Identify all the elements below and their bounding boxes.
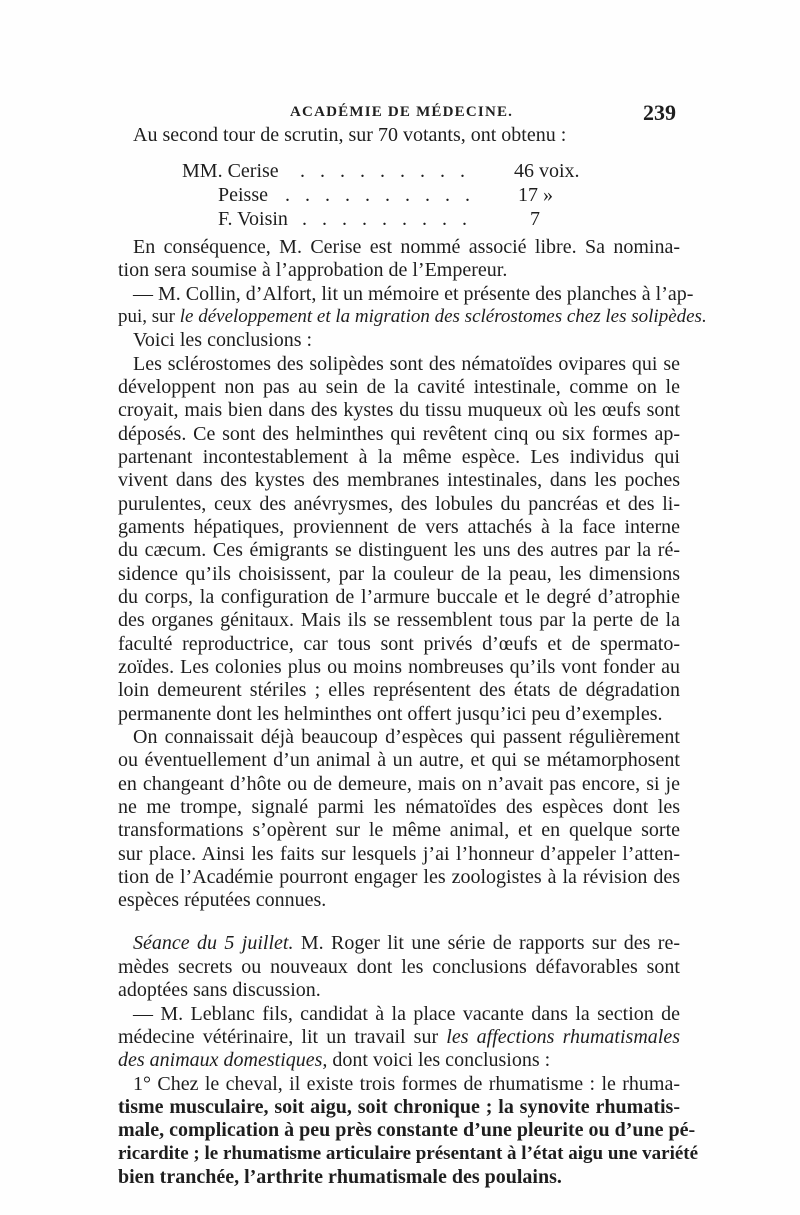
text-line: En conséquence, M. Cerise est nommé associé libre. Sa nomina- (133, 236, 680, 258)
session-date: Séance du 5 juillet. (133, 932, 294, 954)
text-line: sur place. Ainsi les faits sur lesquels j’ai l’honneur d’appeler l’atten- (118, 843, 680, 865)
text-run: pui, sur (118, 306, 180, 327)
vote-name: F. Voisin (218, 208, 288, 230)
work-title: des animaux domestiques, (118, 1049, 328, 1071)
vote-count: 7 (530, 208, 540, 230)
text-line: ne me trompe, signalé parmi les nématoïdes des espèces dont les (118, 796, 680, 818)
vote-count: 46 voix. (514, 160, 580, 182)
vote-name: MM. Cerise (182, 160, 279, 182)
text-line: — M. Leblanc fils, candidat à la place vacante dans la section de (133, 1003, 680, 1025)
text-line: purulentes, ceux des anévrysmes, des lobules du pancréas et des li- (118, 493, 680, 515)
text-line: loin demeurent stériles ; elles représentent des états de dégradation (118, 679, 680, 701)
running-title: ACADÉMIE DE MÉDECINE. (290, 104, 514, 120)
text-line (118, 1026, 680, 1048)
work-title: les affections rhumatismales (446, 1026, 680, 1048)
vote-leader-dots: . . . . . . . . . . (285, 184, 475, 206)
text-line: 1° Chez le cheval, il existe trois formes de rhumatisme : le rhuma- (133, 1073, 680, 1095)
vote-row (0, 208, 800, 230)
text-line: bien tranchée, l’arthrite rhumatismale des poulains. (118, 1166, 562, 1188)
text-line: ricardite ; le rhumatisme articulaire présentant à l’état aigu une variété (118, 1143, 699, 1164)
text-line: faculté reproductrice, car tous sont privés d’œufs et de spermato- (118, 633, 680, 655)
text-line: espèces réputées connues. (118, 889, 327, 911)
text-line: — M. Collin, d’Alfort, lit un mémoire et présente des planches à l’ap- (133, 283, 694, 305)
text-line: tion sera soumise à l’approbation de l’Empereur. (118, 259, 508, 281)
text-line (133, 932, 680, 954)
text-line: sidence qu’ils choisissent, par la couleur de la peau, les dimensions (118, 563, 680, 585)
text-line: développent non pas au sein de la cavité intestinale, comme on le (118, 376, 680, 398)
vote-count: 17 » (518, 184, 553, 206)
text-line: ou éventuellement d’un animal à un autre, et qui se métamorphosent (118, 749, 680, 771)
text-line (118, 1049, 680, 1071)
text-line: On connaissait déjà beaucoup d’espèces qui passent régulièrement (133, 726, 680, 748)
text-line: Voici les conclusions : (133, 329, 313, 351)
text-run: médecine vétérinaire, lit un travail sur (118, 1026, 447, 1048)
text-line: croyait, mais bien dans des kystes du tissu muqueux où les œufs sont (118, 399, 680, 421)
text-run: M. Roger lit une série de rapports sur des re- (293, 932, 680, 954)
text-line: du cæcum. Ces émigrants se distinguent les uns des autres par la ré- (118, 539, 680, 561)
vote-leader-dots: . . . . . . . . . (302, 208, 472, 230)
text-line: des organes génitaux. Mais ils se ressemblent tous par la perte de la (118, 609, 680, 631)
vote-row (0, 160, 800, 182)
text-line: Les sclérostomes des solipèdes sont des nématoïdes ovipares qui se (133, 353, 680, 375)
text-line: vivent dans des kystes des membranes intestinales, dans les poches (118, 469, 680, 491)
text-line: en changeant d’hôte ou de demeure, mais on n’avait pas encore, si je (118, 773, 680, 795)
intro-line: Au second tour de scrutin, sur 70 votants, ont obtenu : (133, 124, 567, 146)
text-line: permanente dont les helminthes ont offert jusqu’ici peu d’exemples. (118, 703, 663, 725)
memoir-title: le développement et la migration des sclérostomes chez les solipèdes. (179, 306, 707, 327)
text-line: mèdes secrets ou nouveaux dont les conclusions défavorables sont (118, 956, 680, 978)
text-line: déposés. Ce sont des helminthes qui revêtent cinq ou six formes ap- (118, 423, 680, 445)
text-line: transformations s’opèrent sur le même animal, et en quelque sorte (118, 819, 680, 841)
text-line: male, complication à peu près constante d’une pleurite ou d’une pé- (118, 1119, 696, 1141)
text-line: zoïdes. Les colonies plus ou moins nombreuses qu’ils vont fonder au (118, 656, 680, 678)
vote-name: Peisse (218, 184, 268, 206)
text-line: partenant incontestablement à la même espèce. Les individus qui (118, 446, 680, 468)
text-line: adoptées sans discussion. (118, 979, 321, 1001)
text-line (118, 306, 707, 328)
text-line: tisme musculaire, soit aigu, soit chronique ; la synovite rhumatis- (118, 1096, 680, 1118)
text-line: gaments hépatiques, proviennent de vers attachés à la face interne (118, 516, 680, 538)
text-line: tion de l’Académie pourront engager les zoologistes à la révision des (118, 866, 680, 888)
page-number: 239 (643, 100, 676, 125)
vote-row (0, 184, 800, 206)
vote-leader-dots: . . . . . . . . . (300, 160, 470, 182)
text-run: dont voici les conclusions : (327, 1049, 551, 1071)
text-line: du corps, la configuration de l’armure buccale et le degré d’atrophie (118, 586, 680, 608)
